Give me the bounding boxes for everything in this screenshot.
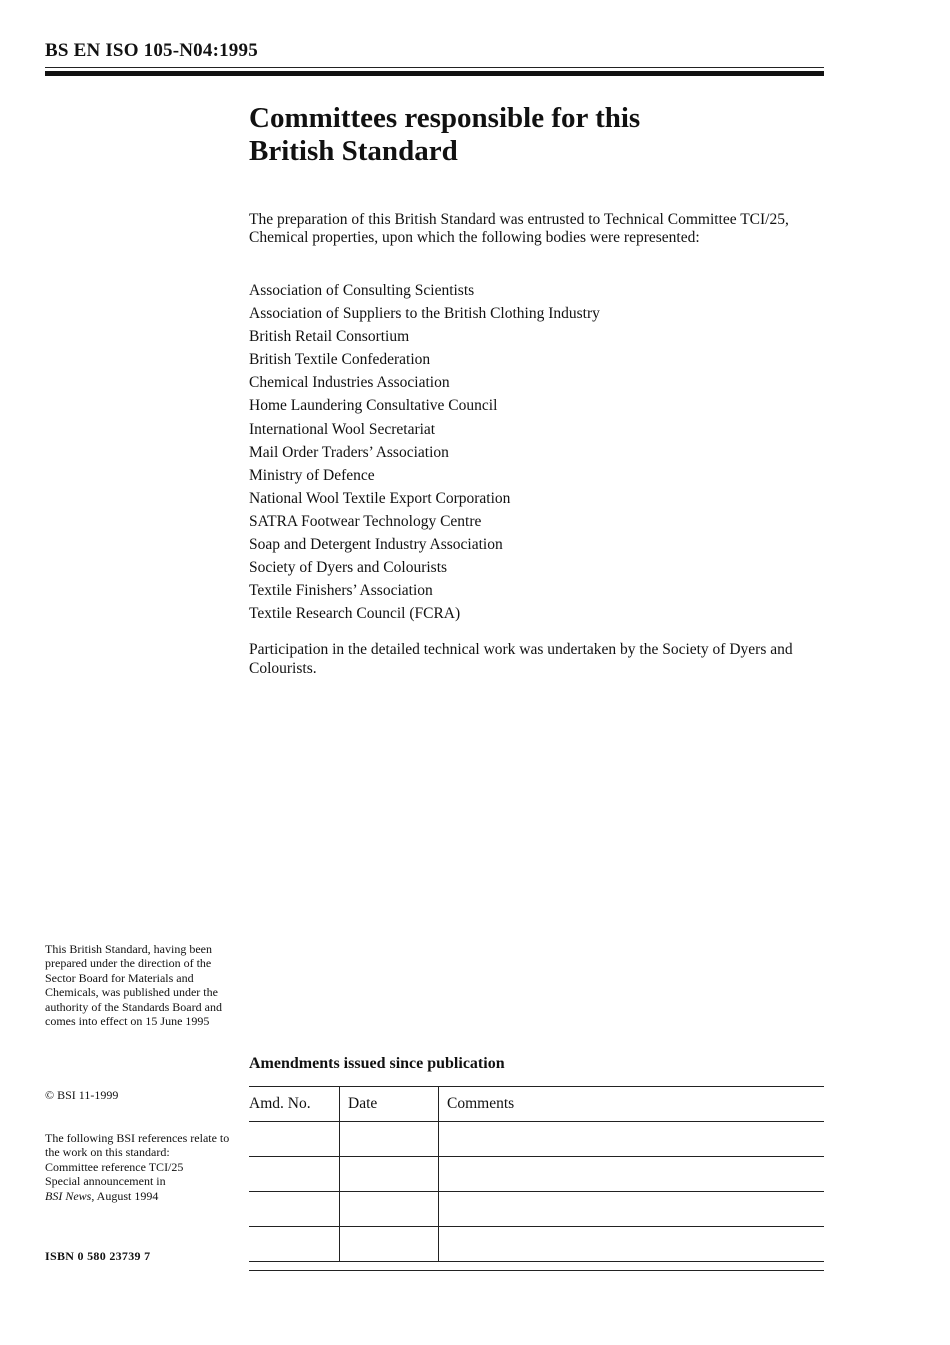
list-item: Textile Research Council (FCRA) (249, 605, 461, 623)
announcement-date: , August 1994 (91, 1188, 159, 1203)
column-header-comments: Comments (439, 1087, 825, 1122)
intro-paragraph: The preparation of this British Standard was entrusted to Technical Committee TCI/25, Chemical properties, upon which the following bodies were represented: (249, 211, 789, 246)
table-cell (249, 1227, 340, 1262)
table-row (249, 1192, 824, 1227)
table-row (249, 1122, 824, 1157)
table-cell (439, 1122, 825, 1157)
table-cell (439, 1192, 825, 1227)
references-intro: The following BSI references relate to the work on this standard: (45, 1131, 230, 1160)
table-cell (249, 1192, 340, 1227)
table-cell (340, 1227, 439, 1262)
list-item: Society of Dyers and Colourists (249, 559, 448, 577)
title-line-2: British Standard (249, 135, 458, 167)
list-item: Mail Order Traders’ Association (249, 443, 449, 461)
table-cell (249, 1122, 340, 1157)
header-rule-thin (45, 67, 824, 68)
table-cell (340, 1157, 439, 1192)
isbn: ISBN 0 580 23739 7 (45, 1249, 151, 1263)
table-cell (439, 1157, 825, 1192)
list-item: International Wool Secretariat (249, 420, 436, 438)
announcement-prefix: Special announcement in (45, 1174, 166, 1189)
table-cell (340, 1192, 439, 1227)
table-header-row (249, 1087, 824, 1122)
list-item: Soap and Detergent Industry Association (249, 536, 503, 554)
list-item: Chemical Industries Association (249, 374, 450, 392)
list-item: Home Laundering Consultative Council (249, 397, 498, 415)
amendments-title: Amendments issued since publication (249, 1055, 505, 1072)
title-line-1: Committees responsible for this (249, 102, 641, 134)
column-header-date: Date (340, 1087, 439, 1122)
publication-note: This British Standard, having been prepared under the direction of the Sector Board for Materials and Chemicals, was published under the authority of the Standards Board and comes into effect on 15 June 1995 (45, 942, 222, 1029)
bsi-references (45, 1131, 235, 1203)
committee-reference: Committee reference TCI/25 (45, 1159, 184, 1174)
header-rule-thick (45, 71, 824, 76)
table-cell (249, 1157, 340, 1192)
announcement-publication: BSI News (45, 1188, 92, 1203)
list-item: Association of Consulting Scientists (249, 282, 475, 299)
list-item: National Wool Textile Export Corporation (249, 489, 511, 507)
list-item: British Textile Confederation (249, 351, 431, 369)
table-cell (439, 1227, 825, 1262)
copyright-notice: © BSI 11-1999 (45, 1088, 119, 1102)
list-item: Ministry of Defence (249, 466, 375, 484)
table-row (249, 1227, 824, 1262)
list-item: British Retail Consortium (249, 328, 410, 346)
participation-paragraph: Participation in the detailed technical work was undertaken by the Society of Dyers and Colourists. (249, 641, 793, 677)
page-title (249, 102, 809, 168)
represented-bodies-list (249, 281, 600, 627)
table-cell (340, 1122, 439, 1157)
amendments-table (249, 1086, 824, 1262)
document-code: BS EN ISO 105-N04:1995 (45, 40, 258, 61)
list-item: SATRA Footwear Technology Centre (249, 512, 482, 530)
column-header-amd-no: Amd. No. (249, 1087, 340, 1122)
list-item: Association of Suppliers to the British Clothing Industry (249, 305, 600, 323)
list-item: Textile Finishers’ Association (249, 582, 433, 600)
bottom-rule (249, 1270, 824, 1271)
table-row (249, 1157, 824, 1192)
